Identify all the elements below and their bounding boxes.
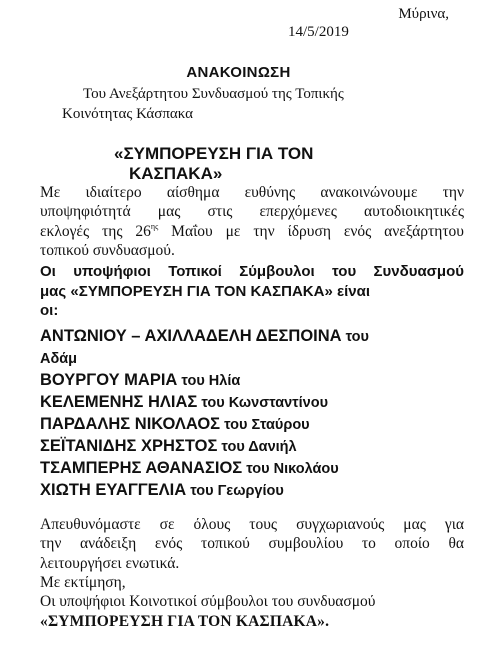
candidate-patronymic: του Σταύρου bbox=[220, 417, 310, 433]
candidate-name: ΚΕΛΕΜΕΝΗΣ ΗΛΙΑΣ bbox=[40, 393, 198, 411]
paragraph-line: Απευθυνόμαστε σε όλους τους συγχωριανούς μας για bbox=[40, 516, 464, 533]
candidate-patronymic: του Δανιήλ bbox=[217, 439, 297, 455]
candidate-name: ΣΕΪΤΑΝΙΔΗΣ ΧΡΗΣΤΟΣ bbox=[40, 437, 218, 455]
candidate-row bbox=[40, 325, 470, 347]
candidate-patronymic: του Κωνσταντίνου bbox=[197, 395, 329, 411]
candidate-row bbox=[40, 369, 470, 391]
candidate-row bbox=[40, 479, 470, 501]
intro-line-1: Του Ανεξάρτητου Συνδυασμού της Τοπικής bbox=[83, 86, 344, 102]
signatories-line: Οι υποψήφιοι Κοινοτικοί σύμβουλοι του συνδυασμού bbox=[40, 593, 376, 611]
candidates-intro-line: Οι υποψήφιοι Τοπικοί Σύμβουλοι του Συνδυασμού bbox=[40, 263, 464, 280]
candidates-intro-line: οι: bbox=[40, 302, 59, 319]
candidate-patronymic: του bbox=[341, 329, 369, 345]
candidate-row bbox=[40, 347, 470, 369]
candidate-patronymic: Αδάμ bbox=[40, 351, 78, 367]
candidate-patronymic: του Νικολάου bbox=[242, 461, 339, 477]
candidate-row bbox=[40, 391, 470, 413]
candidate-name: ΑΝΤΩΝΙΟΥ – ΑΧΙΛΛΑΔΕΛΗ ΔΕΣΠΟΙΝΑ bbox=[40, 327, 342, 345]
announcement-paragraph bbox=[40, 183, 464, 261]
coalition-title-line-1: «ΣΥΜΠΟΡΕΥΣΗ ΓΙΑ ΤΟΝ bbox=[114, 144, 314, 163]
date-line: 14/5/2019 bbox=[288, 24, 349, 40]
candidate-row bbox=[40, 435, 470, 457]
coalition-title-line-2: ΚΑΣΠΑΚΑ» bbox=[129, 164, 223, 183]
paragraph-line: Με ιδιαίτερο αίσθημα ευθύνης ανακοινώνουμε την bbox=[40, 184, 464, 201]
paragraph-line: την ανάδειξη ενός τοπικού συμβουλίου το οποίο θα bbox=[40, 535, 464, 553]
candidate-list bbox=[40, 325, 470, 501]
ordinal-suffix: ης bbox=[150, 221, 159, 231]
paragraph-line: υποψηφιότητά μας στις επερχόμενες αυτοδιοικητικές bbox=[40, 203, 464, 221]
intro-line-2: Κοινότητας Κάσπακα bbox=[62, 106, 194, 122]
election-date-text: εκλογές της 26 bbox=[40, 222, 151, 240]
candidate-patronymic: του Ηλία bbox=[177, 373, 241, 389]
appeal-paragraph bbox=[40, 515, 464, 573]
coalition-title bbox=[114, 144, 354, 184]
signature-line: «ΣΥΜΠΟΡΕΥΣΗ ΓΙΑ ΤΟΝ ΚΑΣΠΑΚΑ». bbox=[40, 612, 330, 630]
candidate-name: ΧΙΩΤΗ ΕΥΑΓΓΕΛΙΑ bbox=[40, 481, 187, 499]
paragraph-line: τοπικού συνδυασμού. bbox=[40, 242, 175, 260]
announcement-heading: ΑΝΑΚΟΙΝΩΣΗ bbox=[186, 64, 291, 81]
candidate-row bbox=[40, 457, 470, 479]
candidate-name: ΠΑΡΔΑΛΗΣ ΝΙΚΟΛΑΟΣ bbox=[40, 415, 221, 433]
paragraph-line bbox=[40, 222, 464, 241]
place-line: Μύρινα, bbox=[398, 6, 449, 22]
candidate-row bbox=[40, 413, 470, 435]
candidate-name: ΤΣΑΜΠΕΡΗΣ ΑΘΑΝΑΣΙΟΣ bbox=[40, 459, 243, 477]
candidate-name: ΒΟΥΡΓΟΥ ΜΑΡΙΑ bbox=[40, 371, 178, 389]
election-date-rest: Μαΐου με την ίδρυση ενός ανεξάρτητου bbox=[158, 222, 464, 240]
regards-line: Με εκτίμηση, bbox=[40, 574, 126, 591]
candidates-intro bbox=[40, 262, 464, 321]
candidates-intro-line: μας «ΣΥΜΠΟΡΕΥΣΗ ΓΙΑ ΤΟΝ ΚΑΣΠΑΚΑ» είναι bbox=[40, 282, 370, 300]
candidate-patronymic: του Γεωργίου bbox=[186, 483, 284, 499]
closing-block bbox=[40, 573, 375, 631]
paragraph-line: λειτουργήσει ενωτικά. bbox=[40, 554, 180, 572]
